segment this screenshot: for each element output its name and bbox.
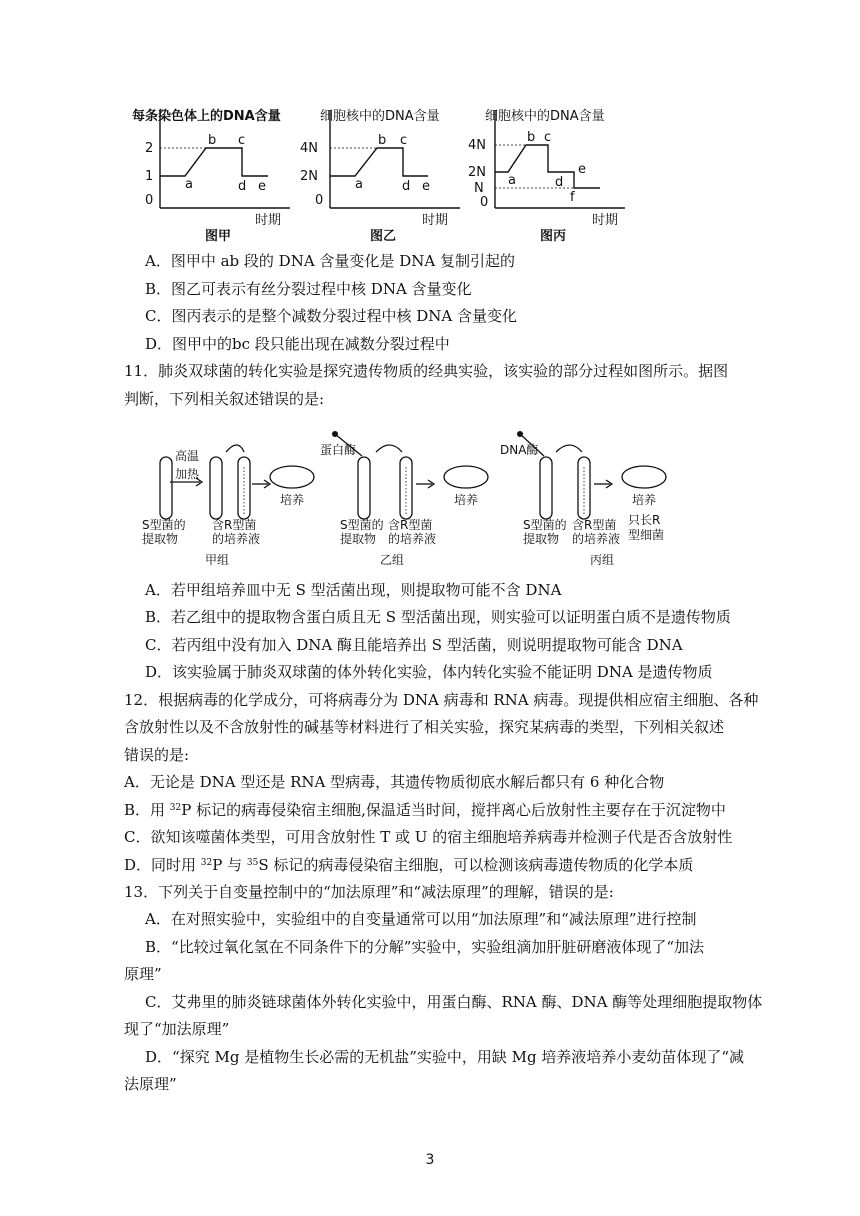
graph-jia-point-c: c	[238, 133, 246, 148]
graph-bing-point-b: b	[527, 130, 536, 145]
q13-option-d-line2: 法原理”	[124, 1075, 177, 1093]
graph-yi-point-e: e	[422, 179, 430, 194]
fig-extract-jia-2: 提取物	[142, 532, 179, 546]
fig-culture-jia: 培养	[280, 493, 305, 507]
graph-jia-point-a: a	[185, 177, 193, 192]
fig-extract-jia-1: S型菌的	[142, 518, 186, 532]
graph-jia-ytick-0: 0	[145, 193, 154, 208]
fig-only-r-1: 只长R	[628, 513, 661, 527]
graph-bing-point-f: f	[570, 190, 575, 205]
q13-option-c-line2: 现了“加法原理”	[124, 1020, 230, 1038]
fig-extract-yi-2: 提取物	[340, 532, 377, 546]
graph-bing-ylabel: 细胞核中的DNA含量	[485, 109, 605, 124]
q12-stem-line1: 12．根据病毒的化学成分，可将病毒分为 DNA 病毒和 RNA 病毒。现提供相应宿主细胞、各种	[124, 691, 759, 709]
dna-content-graphs	[130, 100, 650, 248]
graph-jia-ytick-2: 2	[145, 141, 154, 156]
q13-option-d-line1: D．“探究 Mg 是植物生长必需的无机盐”实验中，用缺 Mg 培养液培养小麦幼苗体现了“减	[145, 1048, 745, 1066]
graph-bing-ytick-2n: 2N	[468, 165, 486, 180]
graph-yi-point-b: b	[378, 133, 387, 148]
fig-only-r-2: 型细菌	[628, 528, 665, 542]
q11-option-d: D．该实验属于肺炎双球菌的体外转化实验，体内转化实验不能证明 DNA 是遗传物质	[145, 663, 713, 681]
q10-option-d: D．图甲中的bc 段只能出现在减数分裂过程中	[145, 335, 450, 353]
graph-bing-ytick-4n: 4N	[468, 138, 486, 153]
graph-jia-xlabel: 时期	[255, 213, 282, 228]
graph-yi-ytick-2n: 2N	[300, 169, 318, 184]
graph-yi-caption: 图乙	[370, 229, 397, 244]
q10-option-c: C．图丙表示的是整个减数分裂过程中核 DNA 含量变化	[145, 307, 517, 325]
q13-option-a: A．在对照实验中，实验组中的自变量通常可以用“加法原理”和“减法原理”进行控制	[145, 910, 697, 928]
graph-yi-point-a: a	[355, 177, 363, 192]
graph-yi-ylabel: 细胞核中的DNA含量	[320, 109, 440, 124]
q11-option-b: B．若乙组中的提取物含蛋白质且无 S 型活菌出现，则实验可以证明蛋白质不是遗传物质	[145, 608, 731, 626]
graph-bing-point-c: c	[544, 130, 552, 145]
q11-option-c: C．若丙组中没有加入 DNA 酶且能培养出 S 型活菌，则说明提取物可能含 DNA	[145, 636, 683, 654]
fig-medium-jia-1: 含R型菌	[212, 518, 257, 532]
fig-dnase-label: DNA酶	[500, 443, 539, 457]
fig-group-bing: 丙组	[590, 553, 615, 567]
graph-jia-point-d: d	[238, 179, 247, 194]
fig-culture-bing: 培养	[632, 493, 657, 507]
transformation-experiment-figure	[130, 422, 690, 572]
graph-bing-point-a: a	[508, 173, 516, 188]
graph-yi-point-d: d	[402, 179, 411, 194]
fig-extract-bing-1: S型菌的	[523, 518, 567, 532]
q13-option-c-line1: C．艾弗里的肺炎链球菌体外转化实验中，用蛋白酶、RNA 酶、DNA 酶等处理细胞提取物体	[145, 993, 763, 1011]
q10-option-b: B．图乙可表示有丝分裂过程中核 DNA 含量变化	[145, 280, 472, 298]
q11-stem-line1: 11．肺炎双球菌的转化实验是探究遗传物质的经典实验，该实验的部分过程如图所示。据图	[124, 362, 729, 380]
fig-medium-jia-2: 的培养液	[212, 532, 261, 546]
page-number: 3	[425, 1152, 435, 1168]
graph-jia-caption: 图甲	[205, 229, 232, 244]
fig-medium-yi-2: 的培养液	[388, 532, 437, 546]
q11-option-a: A．若甲组培养皿中无 S 型活菌出现，则提取物可能不含 DNA	[145, 581, 562, 599]
q12-option-a: A．无论是 DNA 型还是 RNA 型病毒，其遗传物质彻底水解后都只有 6 种化合物	[124, 773, 665, 791]
graph-yi-ytick-0: 0	[315, 193, 324, 208]
graph-bing-point-e: e	[578, 162, 586, 177]
fig-heat-label-1: 高温	[175, 449, 200, 463]
graph-bing-ytick-0: 0	[480, 195, 489, 210]
fig-medium-bing-2: 的培养液	[572, 532, 621, 546]
graph-jia-ylabel: 每条染色体上的DNA含量	[132, 109, 281, 124]
graph-bing-ytick-n: N	[474, 181, 484, 196]
graph-jia-ytick-1: 1	[145, 169, 154, 184]
fig-group-jia: 甲组	[205, 553, 230, 567]
graph-bing-caption: 图丙	[540, 229, 567, 244]
fig-extract-bing-2: 提取物	[523, 532, 560, 546]
q12-stem-line2: 含放射性以及不含放射性的碱基等材料进行了相关实验，探究某病毒的类型，下列相关叙述	[124, 718, 725, 736]
fig-protease-label: 蛋白酶	[320, 443, 357, 457]
q13-option-b-line1: B．“比较过氧化氢在不同条件下的分解”实验中，实验组滴加肝脏研磨液体现了“加法	[145, 938, 705, 956]
q13-option-b-line2: 原理”	[124, 965, 162, 983]
q12-option-d: D．同时用 $^{32}$P 与 $^{35}$S 标记的病毒侵染宿主细胞，可以检测该病毒遗传物质的化学本质	[124, 856, 694, 874]
fig-group-yi: 乙组	[380, 553, 405, 567]
graph-jia-point-b: b	[208, 133, 217, 148]
graph-yi-point-c: c	[400, 133, 408, 148]
graph-yi-xlabel: 时期	[422, 213, 449, 228]
q12-option-c: C．欲知该噬菌体类型，可用含放射性 T 或 U 的宿主细胞培养病毒并检测子代是否含放射性	[124, 828, 733, 846]
q10-option-a: A．图甲中 ab 段的 DNA 含量变化是 DNA 复制引起的	[145, 252, 515, 270]
q11-stem-line2: 判断，下列相关叙述错误的是:	[124, 390, 325, 408]
fig-extract-yi-1: S型菌的	[340, 518, 384, 532]
graph-bing-point-d: d	[555, 175, 564, 190]
fig-medium-yi-1: 含R型菌	[388, 518, 433, 532]
q13-stem: 13．下列关于自变量控制中的“加法原理”和“减法原理”的理解，错误的是:	[124, 883, 614, 901]
fig-heat-label-2: 加热	[175, 467, 200, 481]
q12-stem-line3: 错误的是:	[124, 746, 190, 764]
graph-bing-xlabel: 时期	[592, 213, 619, 228]
graph-jia-point-e: e	[258, 179, 266, 194]
fig-culture-yi: 培养	[454, 493, 479, 507]
fig-medium-bing-1: 含R型菌	[572, 518, 617, 532]
graph-yi-ytick-4n: 4N	[300, 141, 318, 156]
q12-option-b: B．用 $^{32}$P 标记的病毒侵染宿主细胞,保温适当时间，搅拌离心后放射性主要存在于沉淀物中	[124, 801, 726, 819]
